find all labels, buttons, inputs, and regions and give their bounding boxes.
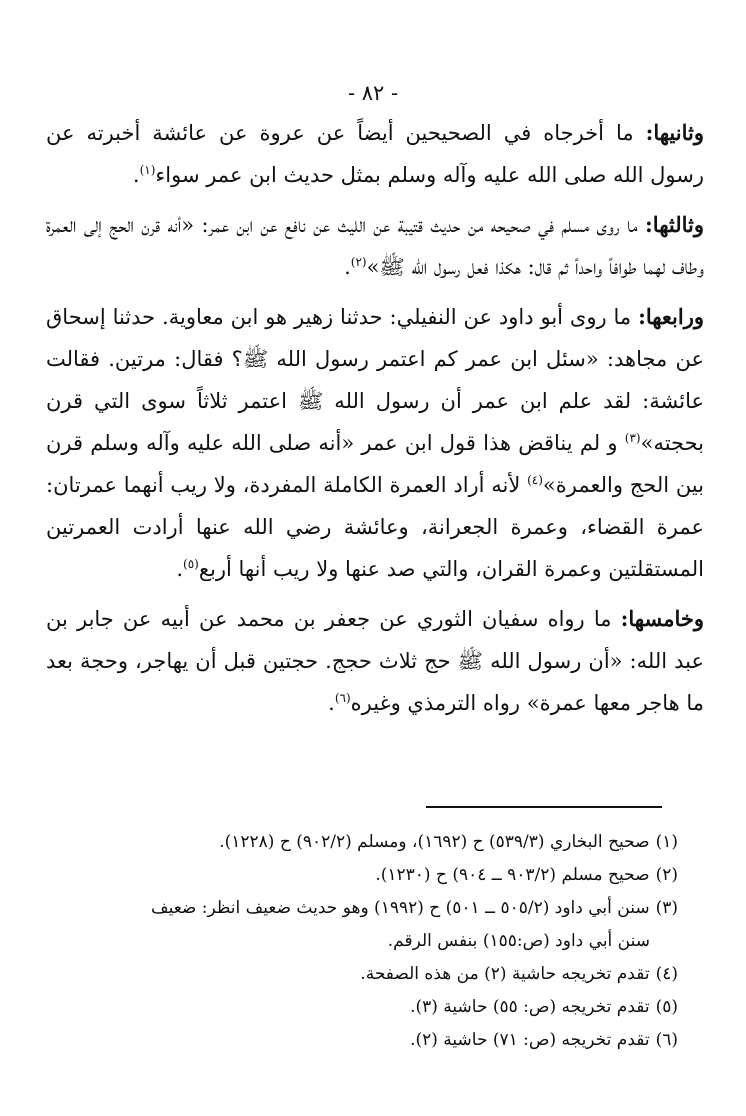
paragraph-lead: وثالثها: bbox=[645, 212, 704, 237]
paragraph-text: ما أخرجاه في الصحيحين أيضاً عن عروة عن عائشة أخبرته عن رسول الله صلى الله عليه وآله وسلم بمثل حديث ابن عمر سواء bbox=[46, 121, 704, 187]
footnote-item bbox=[46, 859, 678, 892]
paragraph-end: . bbox=[176, 557, 184, 581]
footnote-item bbox=[46, 991, 678, 1024]
paragraph-fifth bbox=[46, 598, 704, 724]
paragraph-text: ما روى أبو داود عن النفيلي: حدثنا زهير هو ابن معاوية. حدثنا إسحاق عن مجاهد: «سئل ابن عمر كم اعتمر رسول الله ﷺ؟ فقال: مرتين. فقالت عائشة: لقد علم ابن عمر أن رسول الله ﷺ اعتمر ثلاثاً سوى التي قرن بحجته» bbox=[46, 305, 704, 455]
footnote-item bbox=[46, 958, 678, 991]
footnote-ref: (٣) bbox=[624, 431, 641, 445]
footnote-ref: (٥) bbox=[183, 557, 199, 571]
footnote-text: صحيح البخاري (٥٣٩/٣) ح (١٦٩٢)، ومسلم (٩٠٢/٢) ح (١٢٢٨). bbox=[219, 832, 650, 852]
paragraph-lead: وخامسها: bbox=[620, 606, 704, 631]
footnote-ref: (٢) bbox=[350, 255, 367, 269]
footnote-number: (٦) bbox=[655, 1030, 678, 1050]
paragraph-text: لأنه أراد العمرة الكاملة المفردة، ولا ريب أنهما عمرتان: عمرة القضاء، وعمرة الجعرانة، وعائشة رضي الله عنها أرادت العمرتين المستقلتين وعمرة القران، والتي صد عنها ولا ريب أنها أربع bbox=[46, 473, 704, 581]
footnotes bbox=[46, 826, 678, 1057]
footnote-item bbox=[46, 1024, 678, 1057]
footnote-item bbox=[46, 892, 678, 925]
footnote-text: سنن أبي داود (٥٠٥/٢ ــ ٥٠١) ح (١٩٩٢) وهو حديث ضعيف انظر: ضعيف bbox=[150, 898, 650, 918]
paragraph-lead: وثانيها: bbox=[645, 120, 704, 145]
footnote-text: تقدم تخريجه (ص: ٧١) حاشية (٢). bbox=[410, 1030, 650, 1050]
footnote-text: تقدم تخريجه (ص: ٥٥) حاشية (٣). bbox=[410, 997, 650, 1017]
paragraph-text: و لم يناقض هذا قول ابن عمر «أنه صلى الله عليه وآله وسلم قرن بين الحج والعمرة» bbox=[46, 431, 704, 497]
paragraph-text: ما رواه سفيان الثوري عن جعفر بن محمد عن أبيه عن جابر بن عبد الله: «أن رسول الله ﷺ حج ثلاث حجج. حجتين قبل أن يهاجر، وحجة بعد ما هاجر معها عمرة» رواه الترمذي وغيره bbox=[46, 607, 704, 715]
paragraph-second bbox=[46, 112, 704, 196]
footnote-ref: (١) bbox=[139, 163, 156, 177]
page-number: - ٨٢ - bbox=[347, 81, 399, 105]
footnote-ref: (٦) bbox=[334, 691, 351, 705]
footnote-text: صحيح مسلم (٩٠٣/٢ ــ ٩٠٤) ح (١٢٣٠). bbox=[375, 865, 650, 885]
paragraph-text: ما روى مسلم في صحيحه من حديث قتيبة عن الليث عن نافع عن ابن عمر: «أنه قرن الحج إلى العمرة وطاف لهما طوافاً واحداً ثم قال: هكذا فعل رسول الله ﷺ» bbox=[46, 213, 704, 279]
paragraph-third bbox=[46, 204, 704, 288]
paragraph-end: . bbox=[344, 255, 351, 279]
footnote-number: (٥) bbox=[655, 997, 678, 1017]
paragraph-end: . bbox=[132, 163, 140, 187]
footnote-number: (٣) bbox=[655, 898, 678, 918]
footnote-number: (١) bbox=[655, 832, 678, 852]
footnote-divider bbox=[426, 806, 662, 808]
footnote-number: (٤) bbox=[655, 964, 678, 984]
footnote-text: تقدم تخريجه حاشية (٢) من هذه الصفحة. bbox=[360, 964, 650, 984]
footnote-ref: (٤) bbox=[527, 473, 543, 487]
footnote-continuation: سنن أبي داود (ص:١٥٥) بنفس الرقم. bbox=[387, 931, 650, 951]
main-text bbox=[46, 112, 704, 732]
paragraph-end: . bbox=[328, 691, 335, 715]
paragraph-fourth bbox=[46, 296, 704, 590]
footnote-number: (٢) bbox=[655, 865, 678, 885]
footnote-item bbox=[46, 826, 678, 859]
paragraph-lead: ورابعها: bbox=[638, 304, 704, 329]
